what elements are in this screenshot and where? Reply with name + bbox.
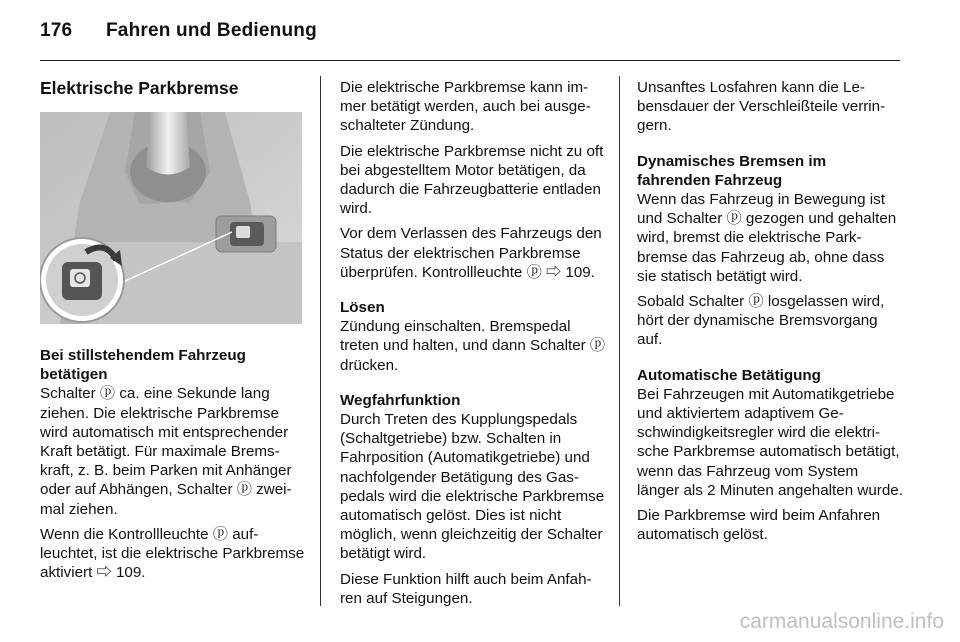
column-2 xyxy=(340,78,606,614)
paragraph: Die elektrische Parkbremse nicht zu oft bei abgestelltem Motor betätigen, da dadurch die Fahrzeugbatterie entladen wird. xyxy=(340,142,604,218)
paragraph: Wenn das Fahrzeug in Bewegung ist und Schalter ⓟ gezogen und gehalten wird, bremst die elektrische Parkbremse das Fahrzeug ab, ohne dass sie statisch betätigt wird. xyxy=(637,191,897,285)
page-header xyxy=(40,20,317,42)
heading-loesen: Lösen xyxy=(340,299,385,317)
watermark: carmanualsonline.info xyxy=(739,610,944,633)
illustration-svg xyxy=(40,112,302,324)
column-1 xyxy=(40,78,308,588)
paragraph: Sobald Schalter ⓟ losgelassen wird, hört der dynamische Bremsvorgang auf. xyxy=(637,293,885,349)
paragraph: Zündung einschalten. Bremspedal treten und halten, und dann Schalter ⓟ drücken. xyxy=(340,318,606,374)
heading-stillstand: Bei stillstehendem Fahrzeug betätigen xyxy=(40,347,246,384)
column-3 xyxy=(637,78,903,550)
header-rule xyxy=(40,60,900,61)
paragraph: Die Parkbremse wird beim Anfahren automatisch gelöst. xyxy=(637,507,881,544)
paragraph: Vor dem Verlassen des Fahrzeugs den Status der elektrischen Parkbremse überprüfen. Kontrollleuchte ⓟ ⇨ 109. xyxy=(340,225,602,281)
paragraph: Wenn die Kontrollleuchte ⓟ aufleuchtet, ist die elektrische Parkbremse aktiviert ⇨ 109. xyxy=(40,525,305,582)
section-title: Elektrische Parkbremse xyxy=(40,78,239,98)
paragraph: Durch Treten des Kupplungspedals (Schaltgetriebe) bzw. Schalten in Fahrposition (Automatikgetriebe) und nachfolgender Betätigung des Gaspedals wird die elektrische Parkbremse automatisch gelöst. Dies ist nicht möglich, wenn gleichzeitig der Schalter betätigt wird. xyxy=(340,411,605,563)
page-number: 176 xyxy=(40,20,73,41)
chapter-title: Fahren und Bedienung xyxy=(106,20,317,41)
paragraph: Bei Fahrzeugen mit Automatikgetriebe und aktiviertem adaptivem Geschwindigkeitsregler wird die elektrische Parkbremse automatisch betätigt, wenn das Fahrzeug vom System länger als 2 Minuten angehalten wurde. xyxy=(637,385,903,499)
heading-wegfahrfunktion: Wegfahrfunktion xyxy=(340,391,461,409)
heading-automatische-betaetigung: Automatische Betätigung xyxy=(637,366,821,384)
paragraph: Diese Funktion hilft auch beim Anfahren auf Steigungen. xyxy=(340,570,592,607)
paragraph: Schalter ⓟ ca. eine Sekunde lang ziehen. Die elektrische Parkbremse wird automatisch mit entsprechender Kraft betätigt. Für maximale Bremskraft, z. B. beim Parken mit Anhänger oder auf Abhängen, Schalter ⓟ zweimal ziehen. xyxy=(40,385,292,518)
column-divider xyxy=(320,76,321,606)
heading-dynamisches-bremsen: Dynamisches Bremsen im fahrenden Fahrzeug xyxy=(637,152,827,189)
column-divider xyxy=(619,76,620,606)
parking-brake-switch-illustration xyxy=(40,112,302,324)
paragraph: Unsanftes Losfahren kann die Lebensdauer der Verschleißteile verringern. xyxy=(637,79,886,135)
paragraph: Die elektrische Parkbremse kann immer betätigt werden, auch bei ausgeschalteter Zündung. xyxy=(340,79,591,135)
